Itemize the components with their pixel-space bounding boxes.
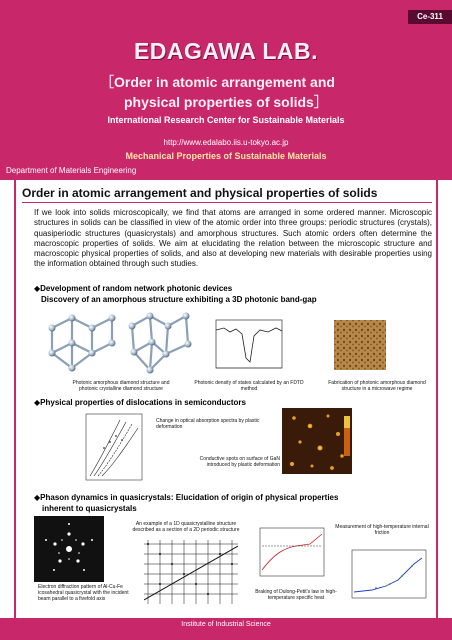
caption-gan-spots: Conductive spots on surface of GaN introduced by plastic deformation — [199, 456, 280, 468]
subtitle-line-2: physical properties of solids］ — [124, 94, 328, 110]
internal-friction-plot — [346, 546, 430, 606]
caption-specific-heat: Braking of Dulong-Petit's law in high-temperature specific heat — [255, 589, 337, 601]
topic2-heading: ◆Physical properties of dislocations in semiconductors — [34, 398, 246, 407]
microwave-structure-photo — [330, 316, 390, 374]
lab-url-link[interactable]: http://www.edalabo.iis.u-tokyo.ac.jp — [163, 138, 289, 147]
gan-surface-image — [282, 408, 352, 474]
caption-photonic-lattice: Photonic amorphous diamond structure and photonic crystalline diamond structure — [72, 380, 170, 392]
intro-paragraph: If we look into solids microscopically, we find that atoms are arranged in some ordered manner. Microscopic structures in solids can be classified in view of the atomic order into three groups: periodic structures (crystals), quasiperiodic structures (quasicrystals) and amorphous structures. Such atomic orders often determine the macroscopic properties of solids. We aim at elucidating the relation between the microscopic structure and macroscopic physical properties of solids, and also at developing new materials with desirable properties using the information obtained through such studies. — [34, 208, 432, 269]
absorption-spectra-plot — [80, 410, 146, 486]
lab-title: EDAGAWA LAB. — [133, 38, 319, 64]
photonic-dos-plot — [210, 318, 286, 374]
caption-microwave-structure: Fabrication of photonic amorphous diamond structure in a microwave regime — [328, 380, 426, 392]
caption-photonic-dos: Photonic density of states calculated by an FDTD method — [194, 380, 304, 392]
section-title: Order in atomic arrangement and physical properties of solids — [22, 186, 432, 203]
institute-name: International Research Center for Sustainable Materials — [107, 115, 345, 125]
quasicrystal-lattice-diagram — [144, 540, 238, 604]
electron-diffraction-pattern — [34, 516, 104, 582]
subtitle-line-1: ［Order in atomic arrangement and — [100, 74, 335, 90]
topic3-subheading: inherent to quasicrystals — [42, 504, 137, 513]
caption-absorption: Change in optical absorption spectra by plastic deformation — [156, 418, 260, 430]
caption-internal-friction: Measurement of high-temperature internal friction — [335, 524, 429, 536]
lab-code-badge: Ce-311 — [408, 10, 452, 24]
topic3-heading: ◆Phason dynamics in quasicrystals: Elucidation of origin of physical properties — [34, 493, 339, 502]
footer-institute-name: Institute of Industrial Science — [181, 621, 271, 628]
division-name: Mechanical Properties of Sustainable Materials — [125, 151, 327, 161]
caption-diffraction: Electron diffraction pattern of Al-Cu-Fe icosahedral quasicrystal with the incident beam parallel to a fivefold axis — [38, 584, 129, 602]
topic1-heading: ◆Development of random network photonic devices — [34, 284, 233, 293]
content-frame-top-border — [14, 178, 438, 180]
topic1-subheading: Discovery of an amorphous structure exhibiting a 3D photonic band-gap — [41, 295, 317, 304]
photonic-lattice-figure — [42, 308, 202, 382]
department-name: Department of Materials Engineering — [6, 166, 137, 175]
specific-heat-plot — [254, 524, 328, 584]
caption-1d-quasicrystal: An example of a 1D quasicrystalline structure described as a section of a 2D periodic structure — [132, 521, 240, 533]
